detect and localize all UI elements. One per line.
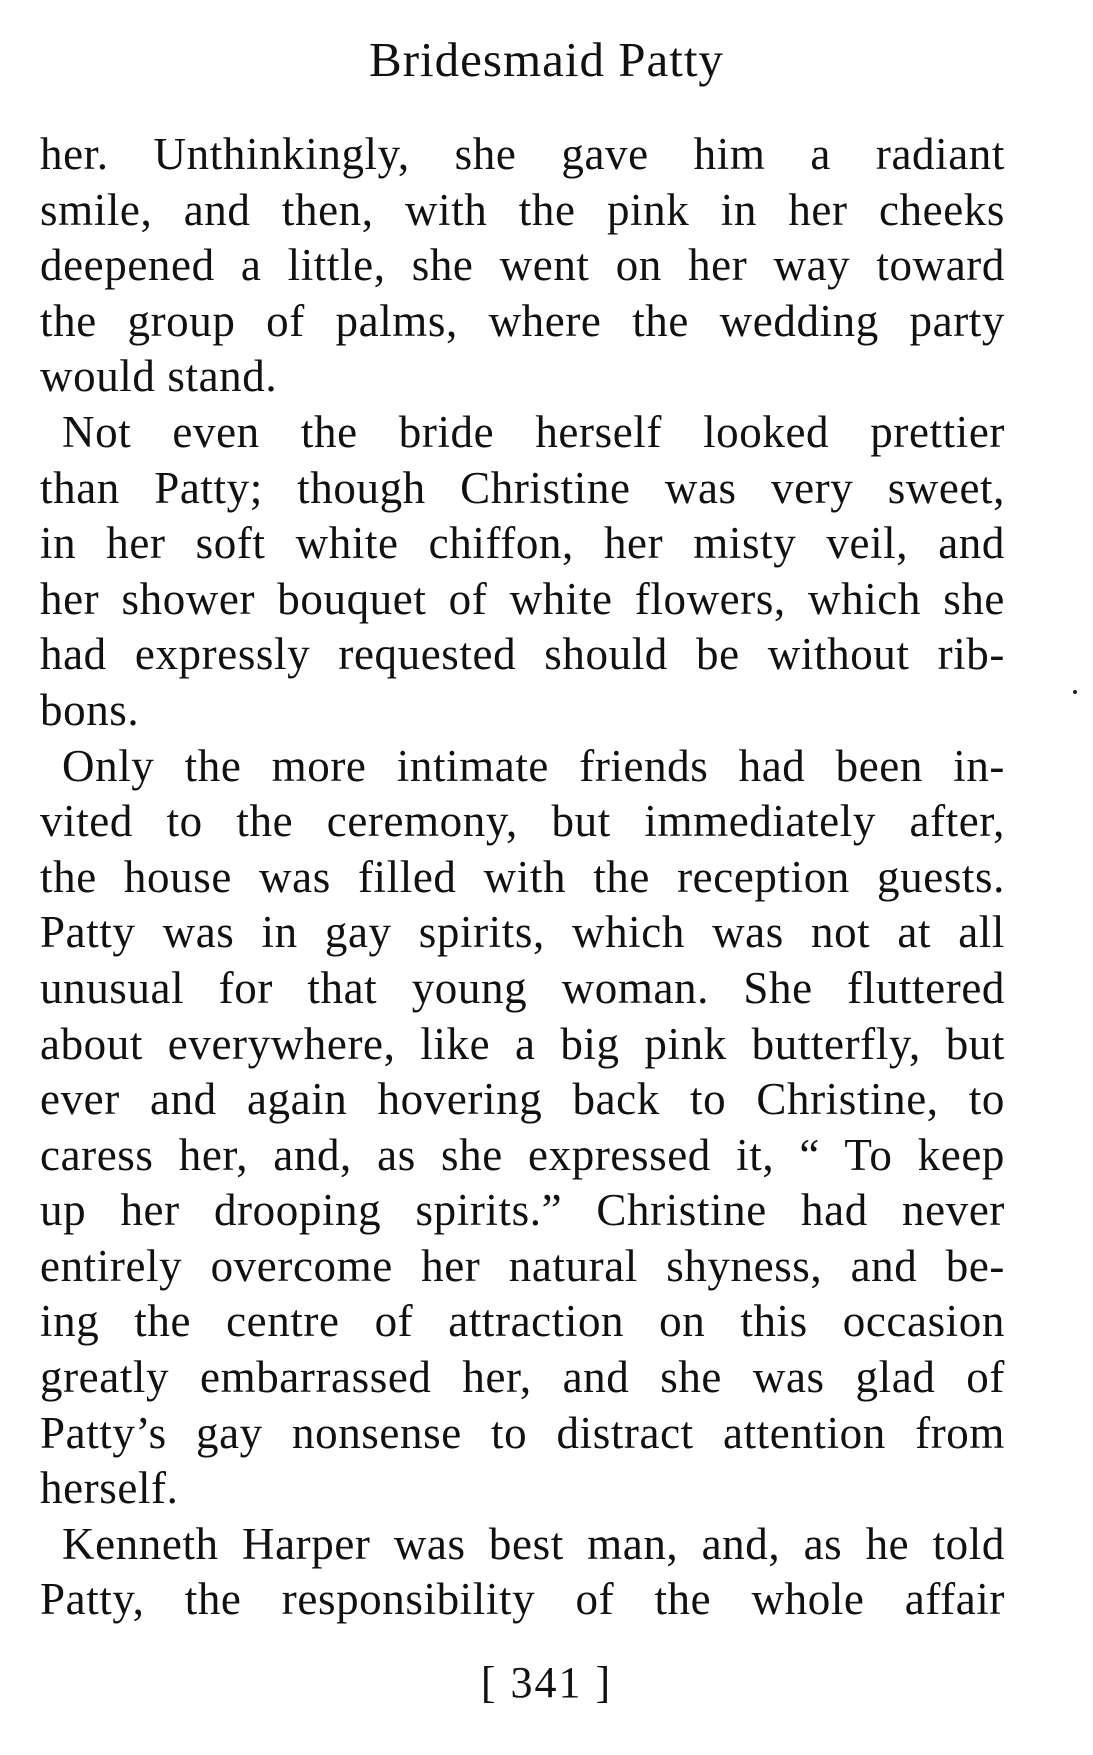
print-speck [1073, 690, 1077, 694]
text-line: caress her, and, as she expressed it, “ To keep [40, 1129, 1005, 1180]
text-line: about everywhere, like a big pink butterfly, but [40, 1018, 1005, 1069]
text-line: her. Unthinkingly, she gave him a radiant [40, 129, 1005, 179]
text-line: ing the centre of attraction on this occasion [40, 1296, 1005, 1347]
text-line: Patty, the responsibility of the whole affair [40, 1574, 1005, 1625]
text-line: unusual for that young woman. She fluttered [40, 962, 1005, 1013]
text-line: smile, and then, with the pink in her cheeks [40, 184, 1005, 235]
text-line: the group of palms, where the wedding party [40, 295, 1005, 346]
text-line: than Patty; though Christine was very sweet, [40, 462, 1005, 513]
text-line: her shower bouquet of white flowers, which she [40, 573, 1005, 624]
text-line: Patty was in gay spirits, which was not at all [40, 907, 1005, 958]
text-line: the house was filled with the reception guests. [40, 851, 1005, 902]
text-line: in her soft white chiffon, her misty veil, and [40, 518, 1005, 569]
text-line: vited to the ceremony, but immediately after, [40, 796, 1005, 847]
text-line: would stand. [40, 351, 278, 402]
text-line: bons. [40, 684, 140, 735]
page-number: [ 341 ] [480, 1658, 613, 1707]
text-line: ever and again hovering back to Christine, to [40, 1074, 1005, 1125]
text-line: Kenneth Harper was best man, and, as he told [62, 1518, 1005, 1569]
text-line: greatly embarrassed her, and she was glad of [40, 1352, 1005, 1403]
text-line: had expressly requested should be without rib- [40, 629, 1005, 680]
text-line: Not even the bride herself looked prettier [62, 406, 1005, 457]
text-line: Only the more intimate friends had been in- [62, 740, 1005, 791]
body-text [40, 127, 1005, 1628]
text-line: herself. [40, 1463, 179, 1514]
text-line: deepened a little, she went on her way toward [40, 240, 1005, 291]
running-head: Bridesmaid Patty [369, 32, 724, 87]
text-line: up her drooping spirits.” Christine had never [40, 1185, 1005, 1236]
text-line: entirely overcome her natural shyness, and be- [40, 1240, 1005, 1291]
text-line: Patty’s gay nonsense to distract attention from [40, 1407, 1005, 1458]
